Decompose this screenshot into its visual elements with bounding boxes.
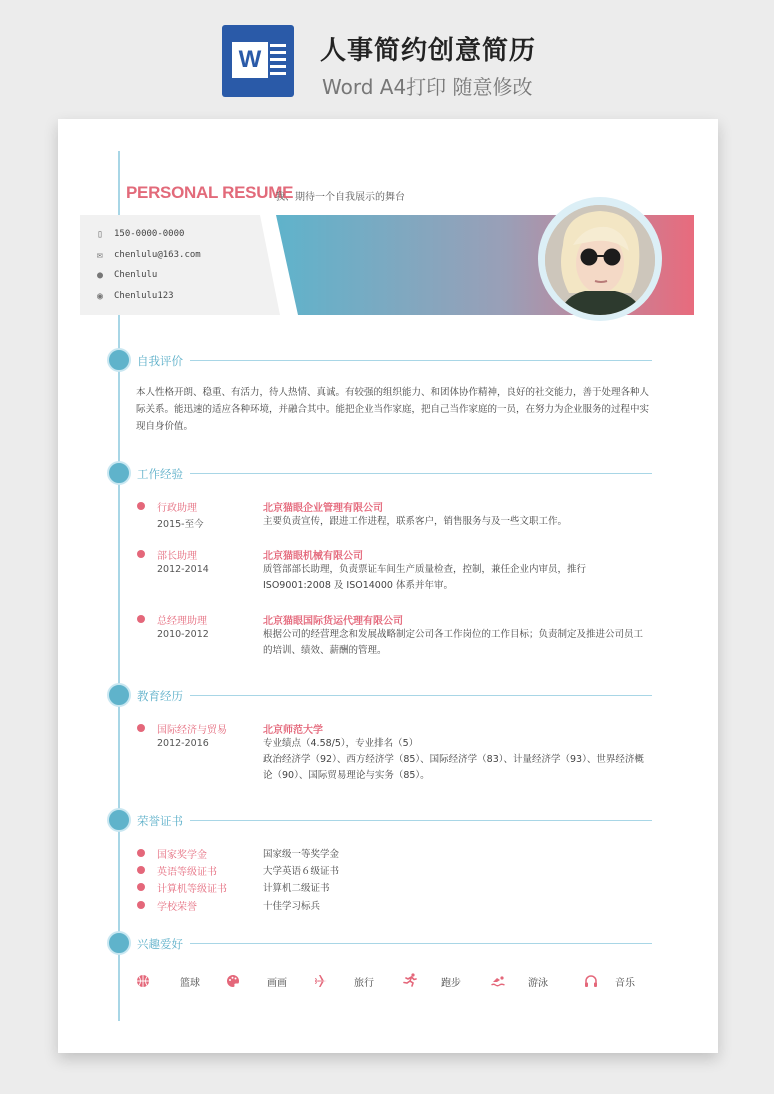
banner-title: 人事简约创意简历 — [320, 36, 537, 66]
self-evaluation-text: 本人性格开朗、稳重、有活力，待人热情、真诚。有较强的组织能力、和团体协作精神，良好的社交能力，善于处理各种人际关系。能迅速的适应各种环境，并融合其中。能把企业当作家庭，把自己当作家庭的一员，在努力为企业服务的过程中实现自身价值。 — [136, 387, 650, 432]
section-title-hobbies: 兴趣爱好 — [137, 937, 183, 951]
airplane-icon — [314, 973, 328, 987]
word-letter: W — [232, 42, 268, 78]
wechat-text: Chenlulu — [114, 270, 158, 280]
contact-weibo — [96, 291, 174, 305]
section-title-self: 自我评价 — [137, 354, 183, 368]
honor-bullet — [137, 849, 145, 857]
section-marker-work — [107, 461, 131, 485]
contact-phone — [96, 229, 185, 243]
weibo-text: Chenlulu123 — [114, 291, 174, 301]
work-period: 2010-2012 — [157, 629, 209, 640]
work-role: 总经理助理 — [157, 616, 207, 627]
email-text: chenlulu@163.com — [114, 250, 201, 260]
work-period: 2012-2014 — [157, 564, 209, 575]
section-rule — [190, 695, 652, 696]
hobby-label: 篮球 — [180, 978, 200, 989]
education-period: 2012-2016 — [157, 738, 209, 749]
contact-email — [96, 250, 201, 264]
headphones-icon — [584, 973, 598, 987]
honor-bullet — [137, 901, 145, 909]
honor-name: 国家奖学金 — [157, 850, 207, 861]
portrait-illustration — [545, 205, 655, 315]
education-major: 国际经济与贸易 — [157, 725, 227, 736]
basketball-icon — [136, 973, 150, 987]
mail-icon: ✉ — [96, 250, 104, 261]
education-courses: 政治经济学（92）、西方经济学（85）、国际经济学（83）、计量经济学（93）、世界经济概论（90）、国际贸易理论与实务（85）。 — [263, 754, 644, 781]
running-icon — [403, 972, 417, 986]
honor-name: 英语等级证书 — [157, 867, 217, 878]
work-bullet — [137, 615, 145, 623]
hobby-label: 音乐 — [615, 978, 635, 989]
section-marker-honors — [107, 808, 131, 832]
resume-page — [58, 119, 718, 1053]
section-title-honors: 荣誉证书 — [137, 814, 183, 828]
hobby-label: 游泳 — [528, 978, 548, 989]
work-description: 根据公司的经营理念和发展战略制定公司各工作岗位的工作目标；负责制定及推进公司员工的培训、绩效、薪酬的管理。 — [263, 629, 644, 656]
work-role: 行政助理 — [157, 503, 197, 514]
honor-name: 学校荣誉 — [157, 902, 197, 913]
phone-icon: ▯ — [96, 229, 104, 240]
contact-wechat — [96, 270, 158, 284]
work-role: 部长助理 — [157, 551, 197, 562]
weibo-icon: ◉ — [96, 291, 104, 302]
section-rule — [190, 473, 652, 474]
profile-photo — [545, 205, 655, 315]
palette-icon — [226, 973, 240, 987]
word-icon — [222, 25, 294, 97]
section-marker-self — [107, 348, 131, 372]
work-company: 北京猫眼机械有限公司 — [263, 551, 363, 562]
phone-text: 150-0000-0000 — [114, 229, 185, 239]
work-description: 质管部部长助理，负责票证车间生产质量检查，控制，兼任企业内审员，推行ISO9001:2008 及 ISO14000 体系并年审。 — [263, 564, 587, 591]
motto: 我、期待一个自我展示的舞台 — [275, 192, 405, 203]
banner-subtitle: Word A4打印 随意修改 — [322, 75, 533, 99]
education-school: 北京师范大学 — [263, 725, 323, 736]
work-company: 北京猫眼企业管理有限公司 — [263, 503, 383, 514]
honor-desc: 计算机二级证书 — [263, 883, 330, 894]
hobby-label: 跑步 — [441, 978, 461, 989]
education-gpa: 专业绩点（4.58/5），专业排名（5） — [263, 738, 419, 749]
section-marker-hobbies — [107, 931, 131, 955]
work-bullet — [137, 550, 145, 558]
work-period: 2015-至今 — [157, 519, 204, 530]
section-marker-education — [107, 683, 131, 707]
honor-bullet — [137, 866, 145, 874]
top-banner — [0, 0, 774, 110]
section-rule — [190, 820, 652, 821]
education-bullet — [137, 724, 145, 732]
honor-desc: 十佳学习标兵 — [263, 901, 321, 912]
hobby-label: 画画 — [267, 978, 287, 989]
honor-name: 计算机等级证书 — [157, 884, 227, 895]
section-rule — [190, 360, 652, 361]
hobby-label: 旅行 — [354, 978, 374, 989]
work-bullet — [137, 502, 145, 510]
honor-desc: 大学英语６级证书 — [263, 866, 340, 877]
honor-bullet — [137, 883, 145, 891]
section-title-work: 工作经验 — [137, 467, 183, 481]
section-rule — [190, 943, 652, 944]
resume-title: PERSONAL RESUME — [126, 183, 294, 202]
chat-icon: ● — [96, 270, 104, 281]
swimming-icon — [491, 973, 505, 987]
section-title-education: 教育经历 — [137, 689, 183, 703]
work-company: 北京猫眼国际货运代理有限公司 — [263, 616, 403, 627]
work-description: 主要负责宣传，跟进工作进程，联系客户，销售服务与及一些文职工作。 — [263, 516, 568, 527]
honor-desc: 国家级一等奖学金 — [263, 849, 340, 860]
